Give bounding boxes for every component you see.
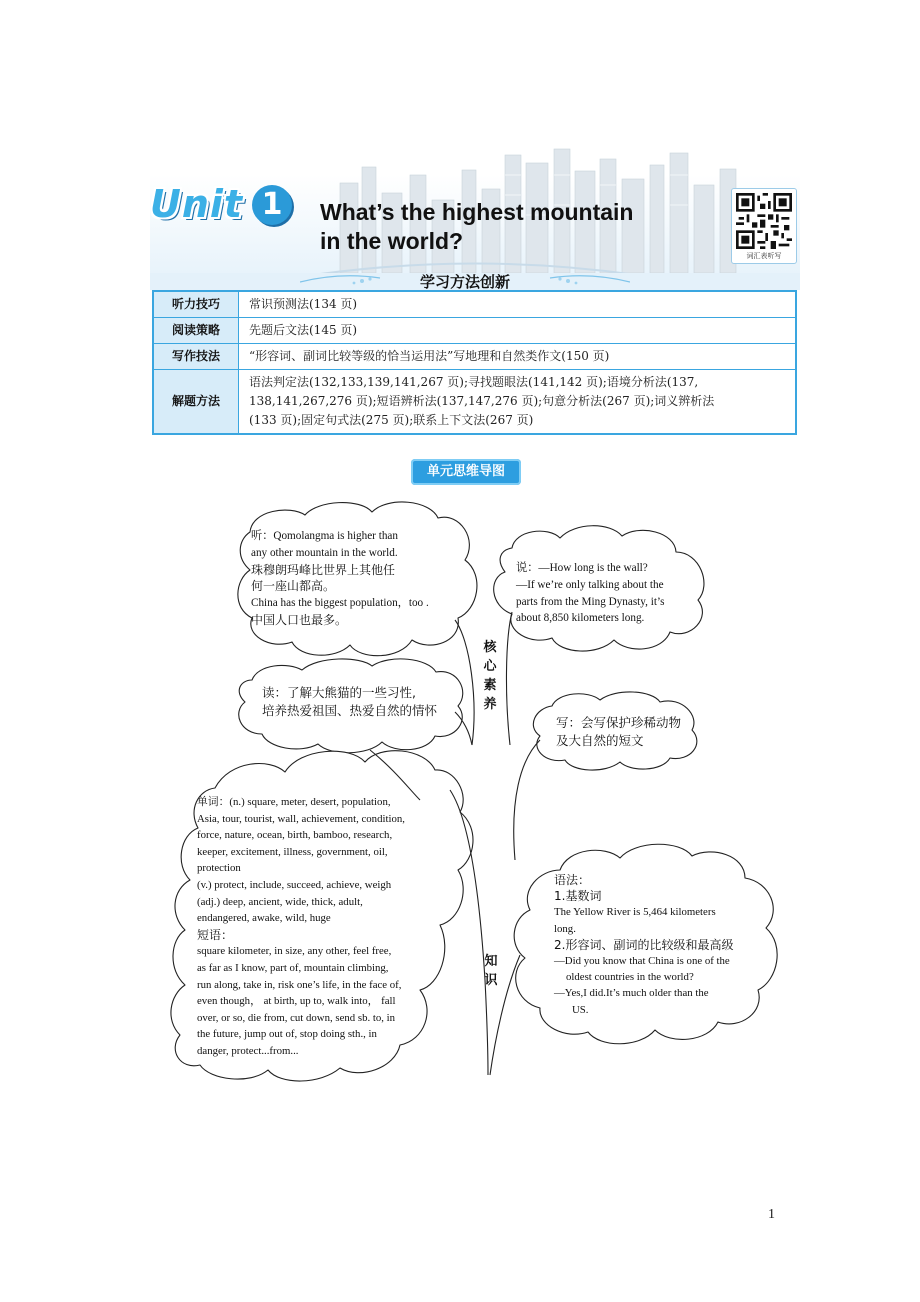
- row-value-line: 语法判定法(132,133,139,141,267 页);寻找题眼法(141,142 页);语境分析法(137,: [249, 375, 699, 389]
- label-char: 养: [483, 697, 497, 712]
- text-line: 短语：: [197, 927, 234, 942]
- label-char: 核: [483, 640, 497, 655]
- row-value-line: 138,141,267,276 页);短语辨析法(137,147,276 页);句意分析法(267 页);词义辨析法: [249, 394, 715, 408]
- page-number: 1: [768, 1207, 775, 1222]
- text-line: —If we’re only talking about the: [516, 578, 664, 591]
- grammar-text: [554, 872, 779, 1018]
- text-line: danger, protect...from...: [197, 1044, 299, 1057]
- knowledge-label: [483, 952, 499, 990]
- text-line: over, or so, die from, cut down, send sb. to, in: [197, 1011, 396, 1024]
- section-title: 学习方法创新: [419, 273, 510, 291]
- text-line: Asia, tour, tourist, wall, achievement, condition,: [197, 812, 405, 825]
- text-line: oldest countries in the world?: [566, 971, 694, 984]
- label-char: 知: [484, 954, 498, 969]
- core-literacy-label: [482, 638, 498, 714]
- text-line: the future, jump out of, stop doing sth., in: [197, 1028, 377, 1041]
- text-line: run along, take in, risk one’s life, in the face of,: [197, 978, 402, 991]
- text-line: square kilometer, in size, any other, feel free,: [197, 945, 392, 958]
- text-line: US.: [572, 1003, 589, 1016]
- text-line: The Yellow River is 5,464 kilometers: [554, 906, 716, 919]
- title-line-1: What’s the highest mountain: [320, 199, 634, 225]
- read-text: [262, 684, 462, 720]
- text-line: 说：—How long is the wall?: [516, 562, 648, 574]
- unit-number-badge: 1: [252, 185, 292, 225]
- vocab-text: [197, 794, 465, 1060]
- text-line: as far as I know, part of, mountain climbing,: [197, 961, 389, 974]
- connector-core-right: [506, 612, 512, 745]
- text-line: 及大自然的短文: [556, 733, 644, 748]
- text-line: (adj.) deep, ancient, wide, thick, adult,: [197, 895, 363, 908]
- text-line: keeper, excitement, illness, government, oil,: [197, 845, 388, 858]
- row-value-line: (133 页);固定句式法(275 页);联系上下文法(267 页): [249, 413, 534, 427]
- label-char: 素: [483, 678, 497, 693]
- qr-caption: 词汇表听写: [746, 252, 782, 260]
- text-line: —Did you know that China is one of the: [554, 955, 730, 968]
- connector-write: [514, 740, 540, 860]
- text-line: 2.形容词、副词的比较级和最高级: [554, 937, 734, 952]
- row-label: 听力技巧: [153, 291, 239, 318]
- text-line: 何一座山都高。: [251, 579, 336, 594]
- write-text: [556, 714, 706, 750]
- text-line: any other mountain in the world.: [251, 546, 398, 559]
- text-line: 写：会写保护珍稀动物: [556, 715, 682, 730]
- listen-text: [251, 528, 466, 629]
- text-line: 中国人口也最多。: [251, 612, 348, 627]
- text-line: —Yes,I did.It’s much older than the: [554, 987, 709, 1000]
- unit-word: Unit: [150, 182, 244, 226]
- row-value: “形容词、副词比较等级的恰当运用法”写地理和自然类作文(150 页): [239, 344, 797, 370]
- row-value: 常识预测法(134 页): [239, 291, 797, 318]
- text-line: even though， at birth, up to, walk into， fall: [197, 995, 396, 1008]
- text-line: about 8,850 kilometers long.: [516, 612, 645, 625]
- text-line: endangered, awake, wild, huge: [197, 912, 331, 925]
- mindmap-title: 单元思维导图: [426, 464, 505, 479]
- label-char: 心: [483, 659, 497, 674]
- text-line: protection: [197, 862, 241, 875]
- text-line: long.: [554, 922, 576, 935]
- text-line: parts from the Ming Dynasty, it’s: [516, 595, 665, 608]
- text-line: force, nature, ocean, birth, bamboo, research,: [197, 829, 393, 842]
- text-line: 读：了解大熊猫的一些习性,: [262, 685, 416, 700]
- label-char: 识: [484, 973, 498, 988]
- speak-text: [516, 560, 706, 627]
- text-line: 单词：(n.) square, meter, desert, population,: [197, 796, 391, 808]
- text-line: China has the biggest population，too .: [251, 597, 429, 610]
- text-line: 珠穆朗玛峰比世界上其他任: [251, 562, 396, 577]
- text-line: 语法：: [554, 873, 591, 887]
- row-label: 写作技法: [153, 344, 239, 370]
- row-label: 阅读策略: [153, 318, 239, 344]
- row-label: 解题方法: [153, 370, 239, 435]
- text-line: (v.) protect, include, succeed, achieve, weigh: [197, 878, 392, 891]
- title-line-2: in the world?: [320, 228, 464, 254]
- text-line: 听：Qomolangma is higher than: [251, 530, 398, 542]
- text-line: 1.基数词: [554, 889, 602, 904]
- row-value: 先题后文法(145 页): [239, 318, 797, 344]
- text-line: 培养热爱祖国、热爱自然的情怀: [262, 703, 438, 718]
